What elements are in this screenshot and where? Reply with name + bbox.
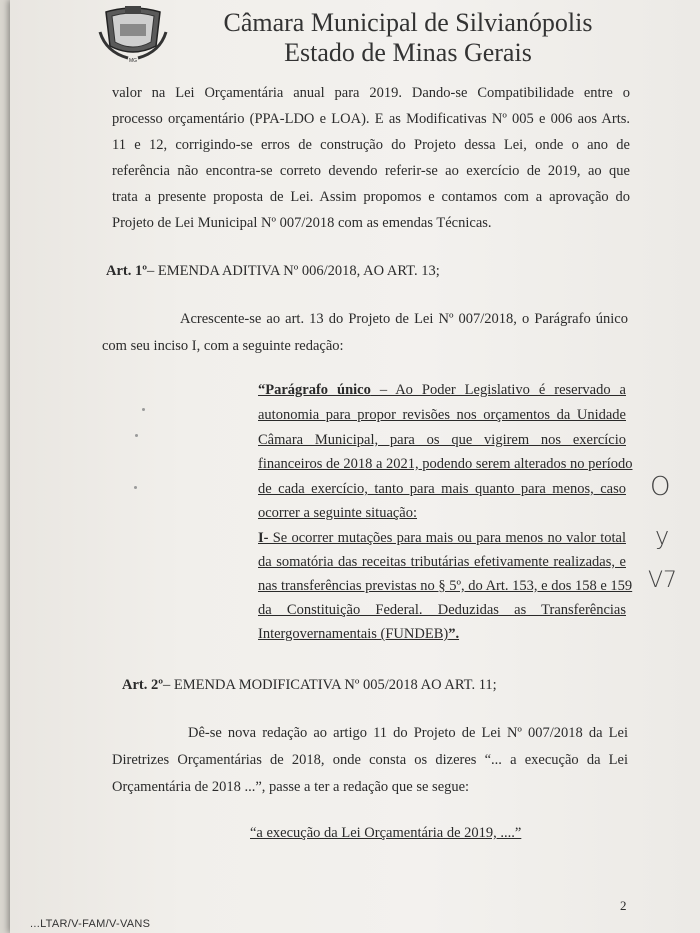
- inciso-line-1: [258, 526, 626, 551]
- inciso-line-2: da somatória das receitas tributárias efetivamente realizadas, e: [258, 554, 626, 570]
- quote-line-4: financeiros de 2018 a 2021, podendo serem alterados no período: [258, 456, 633, 472]
- inciso-line-1-text: Se ocorrer mutações para mais ou para menos no valor total: [268, 530, 626, 546]
- inciso-line-5-text: Intergovernamentais (FUNDEB): [258, 626, 449, 642]
- quote-line-5: de cada exercício, tanto para mais quanto para menos, caso: [258, 481, 626, 497]
- art1-title: – EMENDA ADITIVA Nº 006/2018, AO ART. 13;: [147, 263, 440, 279]
- art2-para-line-3: Orçamentária de 2018 ...”, passe a ter a redação que se segue:: [112, 779, 470, 795]
- final-quote: “a execução da Lei Orçamentária de 2019, ....”: [250, 825, 522, 841]
- ink-speck: [134, 486, 137, 489]
- art2-label: Art. 2º: [122, 677, 164, 693]
- intro-line-1: valor na Lei Orçamentária anual para 2019. Dando-se Compatibilidade entre o: [112, 85, 630, 101]
- margin-note-3: V7: [648, 568, 678, 593]
- intro-line-2: processo orçamentário (PPA-LDO e LOA). E as Modificativas Nº 005 e 006 aos Arts.: [112, 111, 630, 127]
- art1-para-line-2: com seu inciso I, com a seguinte redação:: [102, 338, 344, 354]
- page-number: 2: [620, 898, 627, 913]
- crest-caption: MG: [128, 58, 138, 64]
- footer-text: ...LTAR/V-FAM/V-VANS: [30, 918, 151, 930]
- municipal-crest-icon: [98, 2, 168, 68]
- quote-line-3: Câmara Municipal, para os que vigirem nos exercício: [258, 432, 626, 448]
- quote-line-1: [258, 378, 626, 403]
- inciso-end: ”.: [448, 626, 460, 642]
- inciso-lead: I-: [258, 530, 269, 546]
- art1-para-line-1: Acrescente-se ao art. 13 do Projeto de Lei Nº 007/2018, o Parágrafo único: [180, 311, 628, 327]
- quote-bold-lead: “Parágrafo único: [258, 382, 371, 398]
- art1-heading: [106, 258, 440, 284]
- document-page: [10, 0, 700, 933]
- inciso-line-5: [258, 622, 626, 647]
- header-title-line1: Câmara Municipal de Silvianópolis: [223, 8, 593, 37]
- ink-speck: [142, 408, 145, 411]
- art2-title: – EMENDA MODIFICATIVA Nº 005/2018 AO ART. 11;: [163, 677, 497, 693]
- intro-line-5: trata a presente proposta de Lei. Assim propomos e contamos com a aprovação do: [112, 189, 630, 205]
- inciso-line-3: nas transferências previstas no § 5º, do Art. 153, e dos 158 e 159: [258, 578, 633, 594]
- intro-line-4: referência não encontra-se correto devendo referir-se ao exercício de 2019, ao que: [112, 163, 630, 179]
- art2-para-line-2: Diretrizes Orçamentárias de 2018, onde consta os dizeres “... a execução da Lei: [112, 752, 628, 768]
- inciso-line-4: da Constituição Federal. Deduzidas as Transferências: [258, 602, 626, 618]
- art2-heading: [122, 672, 497, 698]
- art2-para-line-1: Dê-se nova redação ao artigo 11 do Projeto de Lei Nº 007/2018 da Lei: [188, 725, 628, 741]
- ink-speck: [135, 434, 138, 437]
- intro-line-6: Projeto de Lei Municipal Nº 007/2018 com as emendas Técnicas.: [112, 215, 492, 231]
- quote-line-1-text: – Ao Poder Legislativo é reservado a: [370, 382, 626, 398]
- header-title-line2: Estado de Minas Gerais: [284, 38, 532, 67]
- intro-line-3: 11 e 12, corrigindo-se erros de construção do Projeto dessa Lei, onde o ano de: [112, 137, 630, 153]
- quote-line-6: ocorrer a seguinte situação:: [258, 505, 418, 521]
- page-header: [208, 8, 608, 68]
- margin-note-2: y: [655, 522, 670, 550]
- quote-line-2: autonomia para propor revisões nos orçamentos da Unidade: [258, 407, 626, 423]
- margin-note-1: O: [650, 472, 671, 502]
- art1-label: Art. 1º: [106, 263, 148, 279]
